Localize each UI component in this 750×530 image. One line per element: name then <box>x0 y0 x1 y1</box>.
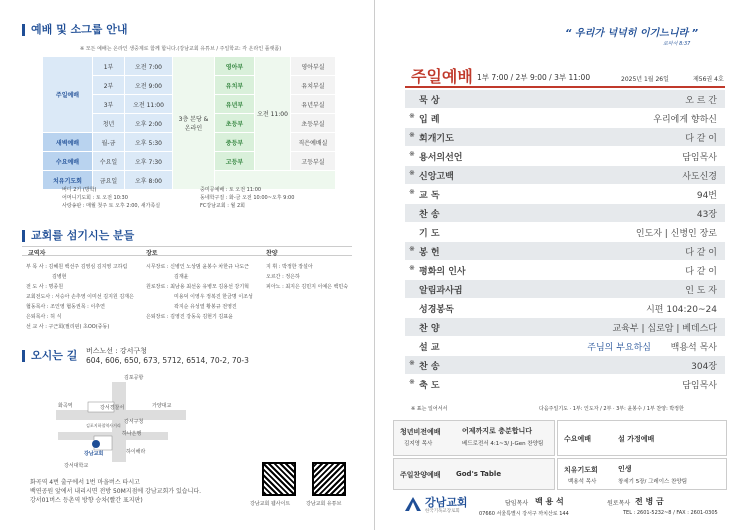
dept-name: 영아부 <box>215 57 255 76</box>
dept-room: 직은예배실 <box>291 133 336 152</box>
order-content: 다 같 이 <box>685 267 717 277</box>
info-left <box>62 186 160 210</box>
footnote: ※ 표는 일어서서 <box>411 406 448 412</box>
server-header: 교역자 <box>28 250 46 257</box>
map-label: 강서대학교 <box>64 463 89 469</box>
tel-fax: TEL : 2601-5232~8 / FAX : 2601-0305 <box>623 510 718 516</box>
map-label: 가양대교 <box>152 403 172 409</box>
pastor-label: 담임목사 <box>505 500 529 507</box>
order-row <box>405 261 725 279</box>
qr-label: 강남교회 유튜브 <box>306 501 342 507</box>
heal-time: 오후 8:00 <box>125 171 173 190</box>
info-line: 버디 2기 (방학) <box>62 187 97 193</box>
order-label: 찬 송 <box>419 362 440 372</box>
server-line: 원로장로 : 최남용 최선웅 유병모 김용선 강기혁 <box>146 284 249 290</box>
order-row <box>405 337 725 355</box>
schedule-time: 오전 7:00 <box>125 57 173 76</box>
wed-label: 수요예배 <box>43 152 93 171</box>
dept-name: 초등부 <box>215 114 255 133</box>
order-row <box>405 90 725 108</box>
stand-mark: ※ <box>409 188 415 196</box>
youtube-qr-icon[interactable] <box>312 462 346 496</box>
map-label: 화곡역 <box>58 403 73 409</box>
order-label: 평화의 인사 <box>419 267 466 277</box>
schedule-name: 청년 <box>93 114 125 133</box>
bus-numbers: 604, 606, 650, 673, 5712, 6514, 70-2, 70-3 <box>86 356 249 365</box>
dept-room: 영아부실 <box>291 57 336 76</box>
server-line: 선 교 사 : 구근회(필리핀) 초OO(중동) <box>26 324 110 330</box>
dawn-day: 월-금 <box>93 133 125 152</box>
dawn-label: 새벽예배 <box>43 133 93 152</box>
order-label: 회개기도 <box>419 134 454 144</box>
dept-name: 유치부 <box>215 76 255 95</box>
schedule-time: 오전 9:00 <box>125 76 173 95</box>
order-content: 사도신경 <box>682 172 717 182</box>
order-label: 찬 양 <box>419 324 440 334</box>
order-content: 우리에게 향하신 <box>653 115 717 125</box>
stand-mark: ※ <box>409 359 415 367</box>
heal-title: 치유기도회 <box>564 466 598 474</box>
church-name: 강남교회 <box>425 496 468 509</box>
heal-ref: 창세기 5장/ 그레이스 찬양팀 <box>618 479 688 485</box>
order-row <box>405 128 725 146</box>
stand-mark: ※ <box>409 150 415 158</box>
wed-message: 설 가정예배 <box>618 435 655 443</box>
choir-service-box <box>393 458 555 490</box>
website-qr-icon[interactable] <box>262 462 296 496</box>
order-row <box>405 185 725 203</box>
server-line: 협동목사 : 조인영 협동권목 : 이추연 <box>26 304 105 310</box>
stand-mark: ※ <box>409 245 415 253</box>
verse: “ 우리가 넉넉히 이기느니라 ” <box>565 28 699 39</box>
map-road <box>58 432 168 440</box>
order-content: 오 르 간 <box>685 96 717 106</box>
service-issue: 제56권 4호 <box>693 76 724 83</box>
wed-title: 수요예배 <box>564 435 592 443</box>
info-line: FC강남교회 : 월 2회 <box>200 203 245 209</box>
hall-text: 3층 본당 & 온라인 <box>173 57 215 190</box>
dept-name: 중등부 <box>215 133 255 152</box>
server-line: 전 도 사 : 명종원 <box>26 284 64 290</box>
order-label: 용서의선언 <box>419 153 463 163</box>
qr-label: 강남교회 웹사이트 <box>250 501 291 507</box>
server-line: 지 휘 : 박정한 장설아 <box>266 264 313 270</box>
info-line: 동네학구질 : 화-금 오전 10:00~오후 9:00 <box>200 195 295 201</box>
dept-name: 고등부 <box>215 152 255 171</box>
choir-title: 주일찬양예배 <box>400 471 441 479</box>
address: 07660 서울특별시 강서구 까치산로 144 <box>479 511 569 517</box>
schedule-time: 오전 11:00 <box>125 95 173 114</box>
order-label: 봉 헌 <box>419 248 440 258</box>
order-content: 담임목사 <box>682 381 717 391</box>
worship-title: 예배 및 소그룹 안내 <box>22 24 128 36</box>
heal-day: 금요일 <box>93 171 125 190</box>
server-line: 곽지순 유성열 황봉규 전영진 <box>174 304 237 310</box>
wed-time: 오후 7:30 <box>125 152 173 171</box>
schedule-name: 1부 <box>93 57 125 76</box>
directions-text <box>30 478 201 505</box>
church-sub: 한국기독교장로회 <box>425 509 460 514</box>
order-row <box>405 356 725 374</box>
map-label: 하이해라 <box>126 449 146 455</box>
youth-ref: 베드로전서 4:1~3/ J-Gen 찬양팀 <box>462 441 544 447</box>
order-row <box>405 280 725 298</box>
heal-message: 인생 <box>618 465 632 473</box>
order-content: 인도자 | 신병인 장로 <box>635 229 717 239</box>
map-label: 강서경찰서 <box>100 405 125 411</box>
leaders-note: 다음주일기도 · 1부: 인도자 / 2부 · 3부: 윤봉수 / 1부 찬양: 박정한 <box>539 406 684 412</box>
dept-room: 유치부실 <box>291 76 336 95</box>
server-line: 피아노 : 최지은 김민지 이예은 백민숙 <box>266 284 349 290</box>
stand-mark: ※ <box>409 131 415 139</box>
wed-day: 수요일 <box>93 152 125 171</box>
server-line: 은퇴장로 : 김영진 강동욱 김현기 김표윤 <box>146 314 233 320</box>
order-label: 묵 상 <box>419 96 440 106</box>
order-label: 성경봉독 <box>419 305 454 315</box>
youth-speaker: 김지영 목사 <box>404 441 433 447</box>
order-row <box>405 204 725 222</box>
server-header: 장로 <box>146 250 158 257</box>
order-content: 43장 <box>696 210 717 220</box>
title-divider <box>405 86 725 88</box>
schedule-name: 2부 <box>93 76 125 95</box>
youth-service-box <box>393 420 555 456</box>
verse-ref: 로마서 8:37 <box>663 41 691 47</box>
info-line: 중미공예배 : 토 오전 11:00 <box>200 187 262 193</box>
servers-title: 교회를 섬기시는 분들 <box>22 230 134 242</box>
schedule-name: 3부 <box>93 95 125 114</box>
youth-title: 청년비전예배 <box>400 428 441 436</box>
dept-room: 초등부실 <box>291 114 336 133</box>
order-content: 교육부 | 십로암 | 베데스다 <box>612 324 717 334</box>
servers-col2 <box>146 262 253 322</box>
sunday-label: 주일예배 <box>55 92 80 99</box>
info-line: 어머니기도회 : 토 오전 10:30 <box>62 195 128 201</box>
order-content: 다 같 이 <box>685 134 717 144</box>
order-content: 인 도 자 <box>685 286 717 296</box>
order-label: 입 례 <box>419 115 440 125</box>
heal-label: 치유기도회 <box>43 171 93 190</box>
choir-message: God's Table <box>456 470 502 478</box>
elder-label: 원로목사 <box>607 500 631 507</box>
service-title: 주일예배 <box>411 67 473 86</box>
stand-mark: ※ <box>409 169 415 177</box>
info-right <box>200 186 294 210</box>
order-content: 시편 104:20~24 <box>646 305 717 315</box>
directions-line: 백연공원 앞에서 내리시면 전방 50M지점에 강남교회가 있습니다. <box>30 488 202 495</box>
order-row <box>405 242 725 260</box>
order-row <box>405 166 725 184</box>
directions-line: 강서01버스 등촌역 방향 승차(빨간 표지판) <box>30 497 143 504</box>
dept-name: 유년부 <box>215 95 255 114</box>
order-label: 설 교 <box>419 343 440 353</box>
dawn-time: 오후 5:30 <box>125 133 173 152</box>
order-content: 94번 <box>696 191 717 201</box>
server-line: 김재윤 <box>174 274 189 280</box>
map-label: 강서구청 <box>124 419 144 425</box>
church-logo-icon <box>405 496 421 510</box>
order-content: 304장 <box>691 362 717 372</box>
directions-line: 화곡역 4번 출구에서 1번 마을버스 타시고 <box>30 479 140 486</box>
service-times: 1부 7:00 / 2부 9:00 / 3부 11:00 <box>477 73 591 82</box>
servers-header <box>22 246 352 256</box>
wed-service-box <box>557 420 727 456</box>
directions-title: 오시는 길 <box>22 350 77 362</box>
map-label: 하나은행 <box>122 431 142 437</box>
heal-service-box <box>557 458 727 490</box>
server-line: 미용덕 이영우 정복진 한금명 이조성 <box>174 294 253 300</box>
order-label: 기 도 <box>419 229 440 239</box>
youth-message: 어제까지로 충분합니다 <box>462 427 533 435</box>
pastor-name: 백 용 석 <box>535 497 564 506</box>
order-row <box>405 109 725 127</box>
server-line: 시무장로 : 신병인 노상범 윤봉수 차한규 나도근 <box>146 264 249 270</box>
server-line: 은퇴목사 : 허 식 <box>26 314 62 320</box>
dept-room: 고등부실 <box>291 152 336 171</box>
order-label: 찬 송 <box>419 210 440 220</box>
bus-label: 버스노선 : 강서구청 <box>86 347 147 355</box>
server-header: 찬양 <box>266 250 278 257</box>
worship-note: ※ 모든 예배는 온라인 생중계로 함께 합니다.(강남교회 유튜브 / 주일학교: 각 온라인 플랫폼) <box>80 46 282 52</box>
dept-room: 유년부실 <box>291 95 336 114</box>
server-line: 오르간 : 정은하 <box>266 274 300 280</box>
order-row <box>405 147 725 165</box>
servers-col1 <box>26 262 134 332</box>
map-label: 김포공항 <box>124 375 144 381</box>
map-label: 강남교회 <box>84 451 104 457</box>
server-line: 부 목 사 : 김혜원 백선주 김영심 김지영 고하림 <box>26 264 128 270</box>
stand-mark: ※ <box>409 112 415 120</box>
order-row <box>405 375 725 393</box>
server-line: 김병현 <box>52 274 67 280</box>
schedule-time: 오후 2:00 <box>125 114 173 133</box>
order-content: 백용석 목사 <box>670 343 717 353</box>
info-line: 사랑송판 : 매월 첫주 토 오후 2:00, 새가족실 <box>62 203 161 209</box>
order-label: 축 도 <box>419 381 440 391</box>
order-label: 교 독 <box>419 191 440 201</box>
order-row <box>405 299 725 317</box>
servers-col3 <box>266 262 348 292</box>
sermon-title: 주님의 부요하심 <box>587 343 651 353</box>
server-line: 교회전도사 : 서승아 손추영 이미선 김지원 김재은 <box>26 294 134 300</box>
stand-mark: ※ <box>409 264 415 272</box>
stand-mark: ※ <box>409 378 415 386</box>
order-content: 담임목사 <box>682 153 717 163</box>
order-row <box>405 223 725 241</box>
schedule-table <box>42 56 336 190</box>
order-label: 신앙고백 <box>419 172 454 182</box>
heal-speaker: 백용석 목사 <box>568 479 597 485</box>
dept-time: 오전 11:00 <box>255 57 291 171</box>
map-label: 김포지하철역사거리 <box>86 423 121 428</box>
church-marker-icon <box>92 440 100 448</box>
order-row <box>405 318 725 336</box>
order-content: 다 같 이 <box>685 248 717 258</box>
right-page <box>375 0 750 530</box>
elder-name: 전 병 금 <box>635 497 664 506</box>
order-label: 알림과사귐 <box>419 286 463 296</box>
service-date: 2025년 1월 26일 <box>621 76 669 83</box>
